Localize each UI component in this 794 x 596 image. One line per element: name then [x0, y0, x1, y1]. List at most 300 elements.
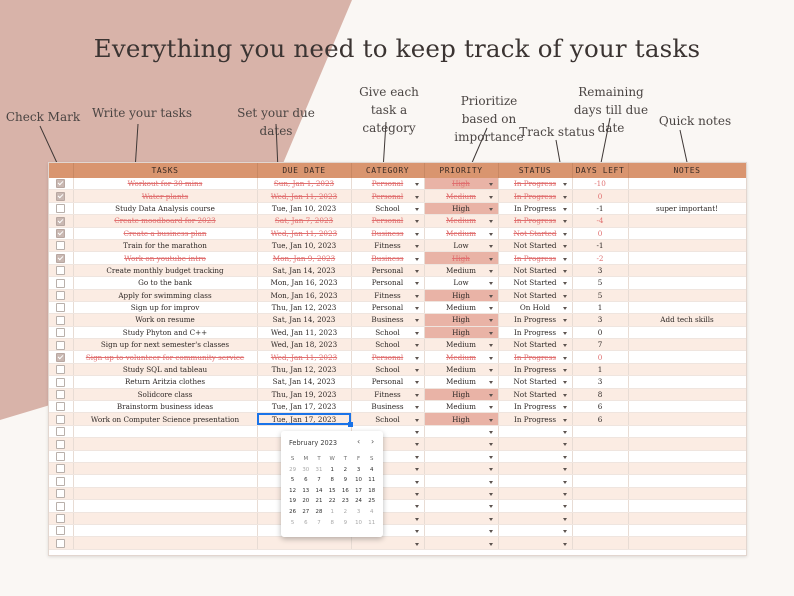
- days-left-cell[interactable]: [572, 239, 628, 251]
- calendar-day[interactable]: 3: [356, 466, 361, 473]
- notes-cell[interactable]: [628, 537, 746, 549]
- status-select[interactable]: [498, 524, 572, 536]
- due-date-cell[interactable]: [257, 289, 351, 301]
- table-row[interactable]: [49, 376, 746, 388]
- status-select[interactable]: [498, 339, 572, 351]
- task-checkbox[interactable]: [56, 502, 65, 511]
- days-left-cell[interactable]: [572, 339, 628, 351]
- due-date-cell[interactable]: [257, 351, 351, 363]
- check-cell[interactable]: [49, 190, 73, 202]
- calendar-day[interactable]: 8: [330, 519, 334, 526]
- status-select[interactable]: [498, 252, 572, 264]
- calendar-day[interactable]: 17: [355, 487, 362, 494]
- check-cell[interactable]: [49, 264, 73, 276]
- priority-select[interactable]: [424, 462, 498, 474]
- notes-cell[interactable]: [628, 524, 746, 536]
- calendar-day[interactable]: 20: [302, 498, 310, 505]
- task-cell[interactable]: [73, 339, 257, 351]
- status-select[interactable]: [498, 351, 572, 363]
- check-cell[interactable]: [49, 462, 73, 474]
- table-row[interactable]: [49, 264, 746, 276]
- task-checkbox[interactable]: [56, 341, 65, 350]
- column-header-due-date[interactable]: DUE DATE: [257, 163, 351, 178]
- calendar-day[interactable]: 5: [290, 519, 295, 526]
- empty-table-row[interactable]: [49, 512, 746, 524]
- priority-select[interactable]: [424, 239, 498, 251]
- empty-table-row[interactable]: [49, 438, 746, 450]
- task-cell[interactable]: [73, 388, 257, 400]
- notes-cell[interactable]: [628, 388, 746, 400]
- due-date-cell[interactable]: [257, 376, 351, 388]
- table-row[interactable]: [49, 388, 746, 400]
- calendar-day[interactable]: 8: [330, 477, 334, 484]
- check-cell[interactable]: [49, 524, 73, 536]
- task-checkbox[interactable]: [56, 217, 65, 226]
- check-cell[interactable]: [49, 277, 73, 289]
- category-select[interactable]: [351, 388, 424, 400]
- priority-select[interactable]: [424, 301, 498, 313]
- task-cell[interactable]: [73, 512, 257, 524]
- priority-select[interactable]: [424, 475, 498, 487]
- category-select[interactable]: [351, 202, 424, 214]
- status-select[interactable]: [498, 512, 572, 524]
- check-cell[interactable]: [49, 500, 73, 512]
- task-cell[interactable]: [73, 227, 257, 239]
- priority-select[interactable]: [424, 537, 498, 549]
- calendar-day[interactable]: 10: [355, 477, 362, 484]
- calendar-day[interactable]: 6: [304, 519, 308, 526]
- calendar-day[interactable]: 6: [304, 477, 308, 484]
- notes-cell[interactable]: [628, 475, 746, 487]
- status-select[interactable]: [498, 450, 572, 462]
- check-cell[interactable]: [49, 512, 73, 524]
- notes-cell[interactable]: [628, 252, 746, 264]
- task-cell[interactable]: [73, 289, 257, 301]
- calendar-day[interactable]: 14: [315, 487, 323, 494]
- due-date-cell[interactable]: [257, 326, 351, 338]
- days-left-cell[interactable]: [572, 388, 628, 400]
- due-date-cell[interactable]: [257, 301, 351, 313]
- task-cell[interactable]: [73, 487, 257, 499]
- check-cell[interactable]: [49, 301, 73, 313]
- task-cell[interactable]: [73, 438, 257, 450]
- days-left-cell[interactable]: [572, 487, 628, 499]
- category-select[interactable]: [351, 339, 424, 351]
- column-header-days-left[interactable]: DAYS LEFT: [572, 163, 628, 178]
- notes-cell[interactable]: [628, 512, 746, 524]
- empty-table-row[interactable]: [49, 450, 746, 462]
- days-left-cell[interactable]: [572, 264, 628, 276]
- task-cell[interactable]: [73, 524, 257, 536]
- check-cell[interactable]: [49, 227, 73, 239]
- task-cell[interactable]: [73, 475, 257, 487]
- calendar-day[interactable]: 23: [341, 498, 349, 505]
- check-cell[interactable]: [49, 289, 73, 301]
- notes-cell[interactable]: [628, 326, 746, 338]
- check-cell[interactable]: [49, 537, 73, 549]
- calendar-day[interactable]: 28: [315, 508, 323, 515]
- task-checkbox[interactable]: [56, 316, 65, 325]
- calendar-day[interactable]: 4: [370, 466, 374, 473]
- due-date-cell[interactable]: [257, 363, 351, 375]
- days-left-cell[interactable]: [572, 178, 628, 190]
- priority-select[interactable]: [424, 277, 498, 289]
- priority-select[interactable]: [424, 450, 498, 462]
- check-cell[interactable]: [49, 401, 73, 413]
- task-checkbox[interactable]: [56, 464, 65, 473]
- status-select[interactable]: [498, 475, 572, 487]
- status-select[interactable]: [498, 301, 572, 313]
- task-checkbox[interactable]: [56, 427, 65, 436]
- column-header-category[interactable]: CATEGORY: [351, 163, 424, 178]
- notes-cell[interactable]: [628, 462, 746, 474]
- task-checkbox[interactable]: [56, 303, 65, 312]
- task-checkbox[interactable]: [56, 353, 65, 362]
- task-cell[interactable]: [73, 351, 257, 363]
- calendar-day[interactable]: 1: [330, 466, 334, 473]
- notes-cell[interactable]: [628, 413, 746, 425]
- calendar-day[interactable]: 30: [302, 466, 310, 473]
- due-date-cell[interactable]: [257, 215, 351, 227]
- task-cell[interactable]: [73, 537, 257, 549]
- task-cell[interactable]: [73, 376, 257, 388]
- notes-cell[interactable]: [628, 239, 746, 251]
- calendar-day[interactable]: 31: [315, 466, 323, 473]
- days-left-cell[interactable]: [572, 326, 628, 338]
- task-cell[interactable]: [73, 314, 257, 326]
- category-select[interactable]: [351, 289, 424, 301]
- priority-select[interactable]: [424, 227, 498, 239]
- due-date-cell[interactable]: [257, 388, 351, 400]
- priority-select[interactable]: [424, 376, 498, 388]
- task-cell[interactable]: [73, 450, 257, 462]
- category-select[interactable]: [351, 376, 424, 388]
- due-date-cell[interactable]: [257, 239, 351, 251]
- calendar-day[interactable]: 21: [315, 498, 323, 505]
- priority-select[interactable]: [424, 252, 498, 264]
- category-select[interactable]: [351, 190, 424, 202]
- notes-cell[interactable]: [628, 425, 746, 437]
- priority-select[interactable]: [424, 351, 498, 363]
- calendar-day[interactable]: 2: [343, 466, 348, 473]
- column-header-tasks[interactable]: TASKS: [73, 163, 257, 178]
- notes-cell[interactable]: [628, 178, 746, 190]
- priority-select[interactable]: [424, 413, 498, 425]
- task-checkbox[interactable]: [56, 402, 65, 411]
- task-cell[interactable]: [73, 500, 257, 512]
- selection-fill-handle[interactable]: [348, 422, 353, 427]
- category-select[interactable]: [351, 264, 424, 276]
- calendar-day[interactable]: 11: [368, 519, 376, 526]
- category-select[interactable]: [351, 301, 424, 313]
- table-row[interactable]: [49, 301, 746, 313]
- status-select[interactable]: [498, 376, 572, 388]
- task-checkbox[interactable]: [56, 539, 65, 548]
- task-checkbox[interactable]: [56, 179, 65, 188]
- task-cell[interactable]: [73, 326, 257, 338]
- check-cell[interactable]: [49, 314, 73, 326]
- check-cell[interactable]: [49, 475, 73, 487]
- task-checkbox[interactable]: [56, 452, 65, 461]
- task-cell[interactable]: [73, 425, 257, 437]
- days-left-cell[interactable]: [572, 438, 628, 450]
- notes-cell[interactable]: [628, 264, 746, 276]
- due-date-cell[interactable]: [257, 413, 351, 425]
- days-left-cell[interactable]: [572, 215, 628, 227]
- priority-select[interactable]: [424, 314, 498, 326]
- calendar-day[interactable]: 13: [302, 487, 310, 494]
- category-select[interactable]: [351, 239, 424, 251]
- table-row[interactable]: [49, 401, 746, 413]
- notes-cell[interactable]: [628, 190, 746, 202]
- notes-cell[interactable]: [628, 401, 746, 413]
- table-row[interactable]: [49, 252, 746, 264]
- notes-cell[interactable]: [628, 277, 746, 289]
- check-cell[interactable]: [49, 376, 73, 388]
- check-cell[interactable]: [49, 363, 73, 375]
- due-date-cell[interactable]: [257, 252, 351, 264]
- days-left-cell[interactable]: [572, 190, 628, 202]
- calendar-day[interactable]: 11: [368, 477, 376, 484]
- table-row[interactable]: [49, 339, 746, 351]
- table-row[interactable]: [49, 178, 746, 190]
- task-checkbox[interactable]: [56, 328, 65, 337]
- days-left-cell[interactable]: [572, 277, 628, 289]
- due-date-cell[interactable]: [257, 227, 351, 239]
- empty-table-row[interactable]: [49, 524, 746, 536]
- status-select[interactable]: [498, 413, 572, 425]
- due-date-cell[interactable]: [257, 190, 351, 202]
- days-left-cell[interactable]: [572, 351, 628, 363]
- notes-cell[interactable]: [628, 351, 746, 363]
- task-cell[interactable]: [73, 401, 257, 413]
- table-row[interactable]: [49, 215, 746, 227]
- days-left-cell[interactable]: [572, 363, 628, 375]
- status-select[interactable]: [498, 239, 572, 251]
- status-select[interactable]: [498, 326, 572, 338]
- status-select[interactable]: [498, 178, 572, 190]
- check-cell[interactable]: [49, 215, 73, 227]
- check-cell[interactable]: [49, 202, 73, 214]
- calendar-day[interactable]: 1: [330, 508, 334, 515]
- days-left-cell[interactable]: [572, 376, 628, 388]
- status-select[interactable]: [498, 425, 572, 437]
- column-header-status[interactable]: STATUS: [498, 163, 572, 178]
- status-select[interactable]: [498, 487, 572, 499]
- table-row[interactable]: [49, 202, 746, 214]
- days-left-cell[interactable]: [572, 413, 628, 425]
- task-checkbox[interactable]: [56, 254, 65, 263]
- priority-select[interactable]: [424, 438, 498, 450]
- due-date-cell[interactable]: [257, 202, 351, 214]
- task-cell[interactable]: [73, 301, 257, 313]
- calendar-day[interactable]: 7: [317, 477, 321, 484]
- calendar-day[interactable]: 19: [289, 498, 297, 505]
- task-cell[interactable]: [73, 413, 257, 425]
- notes-cell[interactable]: [628, 450, 746, 462]
- task-checkbox[interactable]: [56, 526, 65, 535]
- notes-cell[interactable]: [628, 500, 746, 512]
- task-checkbox[interactable]: [56, 440, 65, 449]
- category-select[interactable]: [351, 178, 424, 190]
- calendar-day[interactable]: 5: [290, 477, 295, 484]
- check-cell[interactable]: [49, 438, 73, 450]
- calendar-day[interactable]: 22: [328, 498, 336, 505]
- calendar-day[interactable]: 4: [370, 508, 374, 515]
- status-select[interactable]: [498, 537, 572, 549]
- due-date-cell[interactable]: [257, 401, 351, 413]
- calendar-day[interactable]: 16: [341, 487, 349, 494]
- days-left-cell[interactable]: [572, 500, 628, 512]
- empty-table-row[interactable]: [49, 500, 746, 512]
- priority-select[interactable]: [424, 215, 498, 227]
- priority-select[interactable]: [424, 326, 498, 338]
- priority-select[interactable]: [424, 425, 498, 437]
- table-row[interactable]: [49, 277, 746, 289]
- notes-cell[interactable]: [628, 438, 746, 450]
- table-row[interactable]: [49, 326, 746, 338]
- task-cell[interactable]: [73, 190, 257, 202]
- task-cell[interactable]: [73, 264, 257, 276]
- task-checkbox[interactable]: [56, 390, 65, 399]
- notes-cell[interactable]: [628, 314, 746, 326]
- days-left-cell[interactable]: [572, 401, 628, 413]
- calendar-day[interactable]: 10: [355, 519, 362, 526]
- calendar-day[interactable]: 29: [289, 466, 297, 473]
- calendar-day[interactable]: 15: [328, 487, 336, 494]
- notes-cell[interactable]: [628, 301, 746, 313]
- category-select[interactable]: [351, 314, 424, 326]
- task-checkbox[interactable]: [56, 241, 65, 250]
- check-cell[interactable]: [49, 239, 73, 251]
- priority-select[interactable]: [424, 388, 498, 400]
- status-select[interactable]: [498, 363, 572, 375]
- calendar-day[interactable]: 7: [317, 519, 321, 526]
- calendar-day[interactable]: 25: [368, 498, 376, 505]
- priority-select[interactable]: [424, 512, 498, 524]
- category-select[interactable]: [351, 252, 424, 264]
- category-select[interactable]: [351, 215, 424, 227]
- priority-select[interactable]: [424, 487, 498, 499]
- task-cell[interactable]: [73, 252, 257, 264]
- task-checkbox[interactable]: [56, 204, 65, 213]
- status-select[interactable]: [498, 202, 572, 214]
- check-cell[interactable]: [49, 252, 73, 264]
- category-select[interactable]: [351, 537, 424, 549]
- check-cell[interactable]: [49, 178, 73, 190]
- priority-select[interactable]: [424, 264, 498, 276]
- calendar-day[interactable]: 24: [355, 498, 362, 505]
- status-select[interactable]: [498, 227, 572, 239]
- task-checkbox[interactable]: [56, 229, 65, 238]
- task-cell[interactable]: [73, 178, 257, 190]
- task-checkbox[interactable]: [56, 477, 65, 486]
- status-select[interactable]: [498, 289, 572, 301]
- empty-table-row[interactable]: [49, 425, 746, 437]
- calendar-day[interactable]: 3: [356, 508, 361, 515]
- empty-table-row[interactable]: [49, 537, 746, 549]
- days-left-cell[interactable]: [572, 202, 628, 214]
- priority-select[interactable]: [424, 500, 498, 512]
- check-cell[interactable]: [49, 450, 73, 462]
- priority-select[interactable]: [424, 190, 498, 202]
- empty-table-row[interactable]: [49, 475, 746, 487]
- days-left-cell[interactable]: [572, 425, 628, 437]
- days-left-cell[interactable]: [572, 524, 628, 536]
- notes-cell[interactable]: [628, 363, 746, 375]
- notes-cell[interactable]: [628, 202, 746, 214]
- priority-select[interactable]: [424, 524, 498, 536]
- task-checkbox[interactable]: [56, 365, 65, 374]
- category-select[interactable]: [351, 401, 424, 413]
- table-row[interactable]: [49, 363, 746, 375]
- calendar-day[interactable]: 12: [289, 487, 297, 494]
- days-left-cell[interactable]: [572, 252, 628, 264]
- category-select[interactable]: [351, 413, 424, 425]
- table-row[interactable]: [49, 314, 746, 326]
- table-row[interactable]: [49, 239, 746, 251]
- days-left-cell[interactable]: [572, 475, 628, 487]
- task-cell[interactable]: [73, 462, 257, 474]
- notes-cell[interactable]: [628, 339, 746, 351]
- task-checkbox[interactable]: [56, 489, 65, 498]
- check-cell[interactable]: [49, 425, 73, 437]
- task-checkbox[interactable]: [56, 514, 65, 523]
- column-header-notes[interactable]: NOTES: [628, 163, 746, 178]
- column-header-priority[interactable]: PRIORITY: [424, 163, 498, 178]
- task-cell[interactable]: [73, 202, 257, 214]
- task-checkbox[interactable]: [56, 415, 65, 424]
- task-checkbox[interactable]: [56, 192, 65, 201]
- table-row[interactable]: [49, 413, 746, 425]
- table-row[interactable]: [49, 351, 746, 363]
- task-cell[interactable]: [73, 239, 257, 251]
- check-cell[interactable]: [49, 413, 73, 425]
- priority-select[interactable]: [424, 178, 498, 190]
- days-left-cell[interactable]: [572, 301, 628, 313]
- priority-select[interactable]: [424, 401, 498, 413]
- check-cell[interactable]: [49, 339, 73, 351]
- notes-cell[interactable]: [628, 376, 746, 388]
- status-select[interactable]: [498, 388, 572, 400]
- empty-table-row[interactable]: [49, 462, 746, 474]
- check-cell[interactable]: [49, 351, 73, 363]
- table-row[interactable]: [49, 289, 746, 301]
- status-select[interactable]: [498, 314, 572, 326]
- task-checkbox[interactable]: [56, 291, 65, 300]
- status-select[interactable]: [498, 500, 572, 512]
- task-checkbox[interactable]: [56, 279, 65, 288]
- due-date-cell[interactable]: [257, 264, 351, 276]
- calendar-day[interactable]: 27: [302, 508, 310, 515]
- calendar-day[interactable]: 26: [289, 508, 297, 515]
- check-cell[interactable]: [49, 388, 73, 400]
- calendar-day[interactable]: 9: [343, 477, 348, 484]
- task-checkbox[interactable]: [56, 378, 65, 387]
- status-select[interactable]: [498, 190, 572, 202]
- due-date-cell[interactable]: [257, 537, 351, 549]
- task-cell[interactable]: [73, 363, 257, 375]
- calendar-day[interactable]: 18: [368, 487, 376, 494]
- days-left-cell[interactable]: [572, 227, 628, 239]
- prev-month-chevron-icon[interactable]: ‹: [357, 437, 361, 446]
- days-left-cell[interactable]: [572, 450, 628, 462]
- notes-cell[interactable]: [628, 289, 746, 301]
- priority-select[interactable]: [424, 289, 498, 301]
- due-date-cell[interactable]: [257, 339, 351, 351]
- calendar-day[interactable]: 2: [343, 508, 348, 515]
- task-checkbox[interactable]: [56, 266, 65, 275]
